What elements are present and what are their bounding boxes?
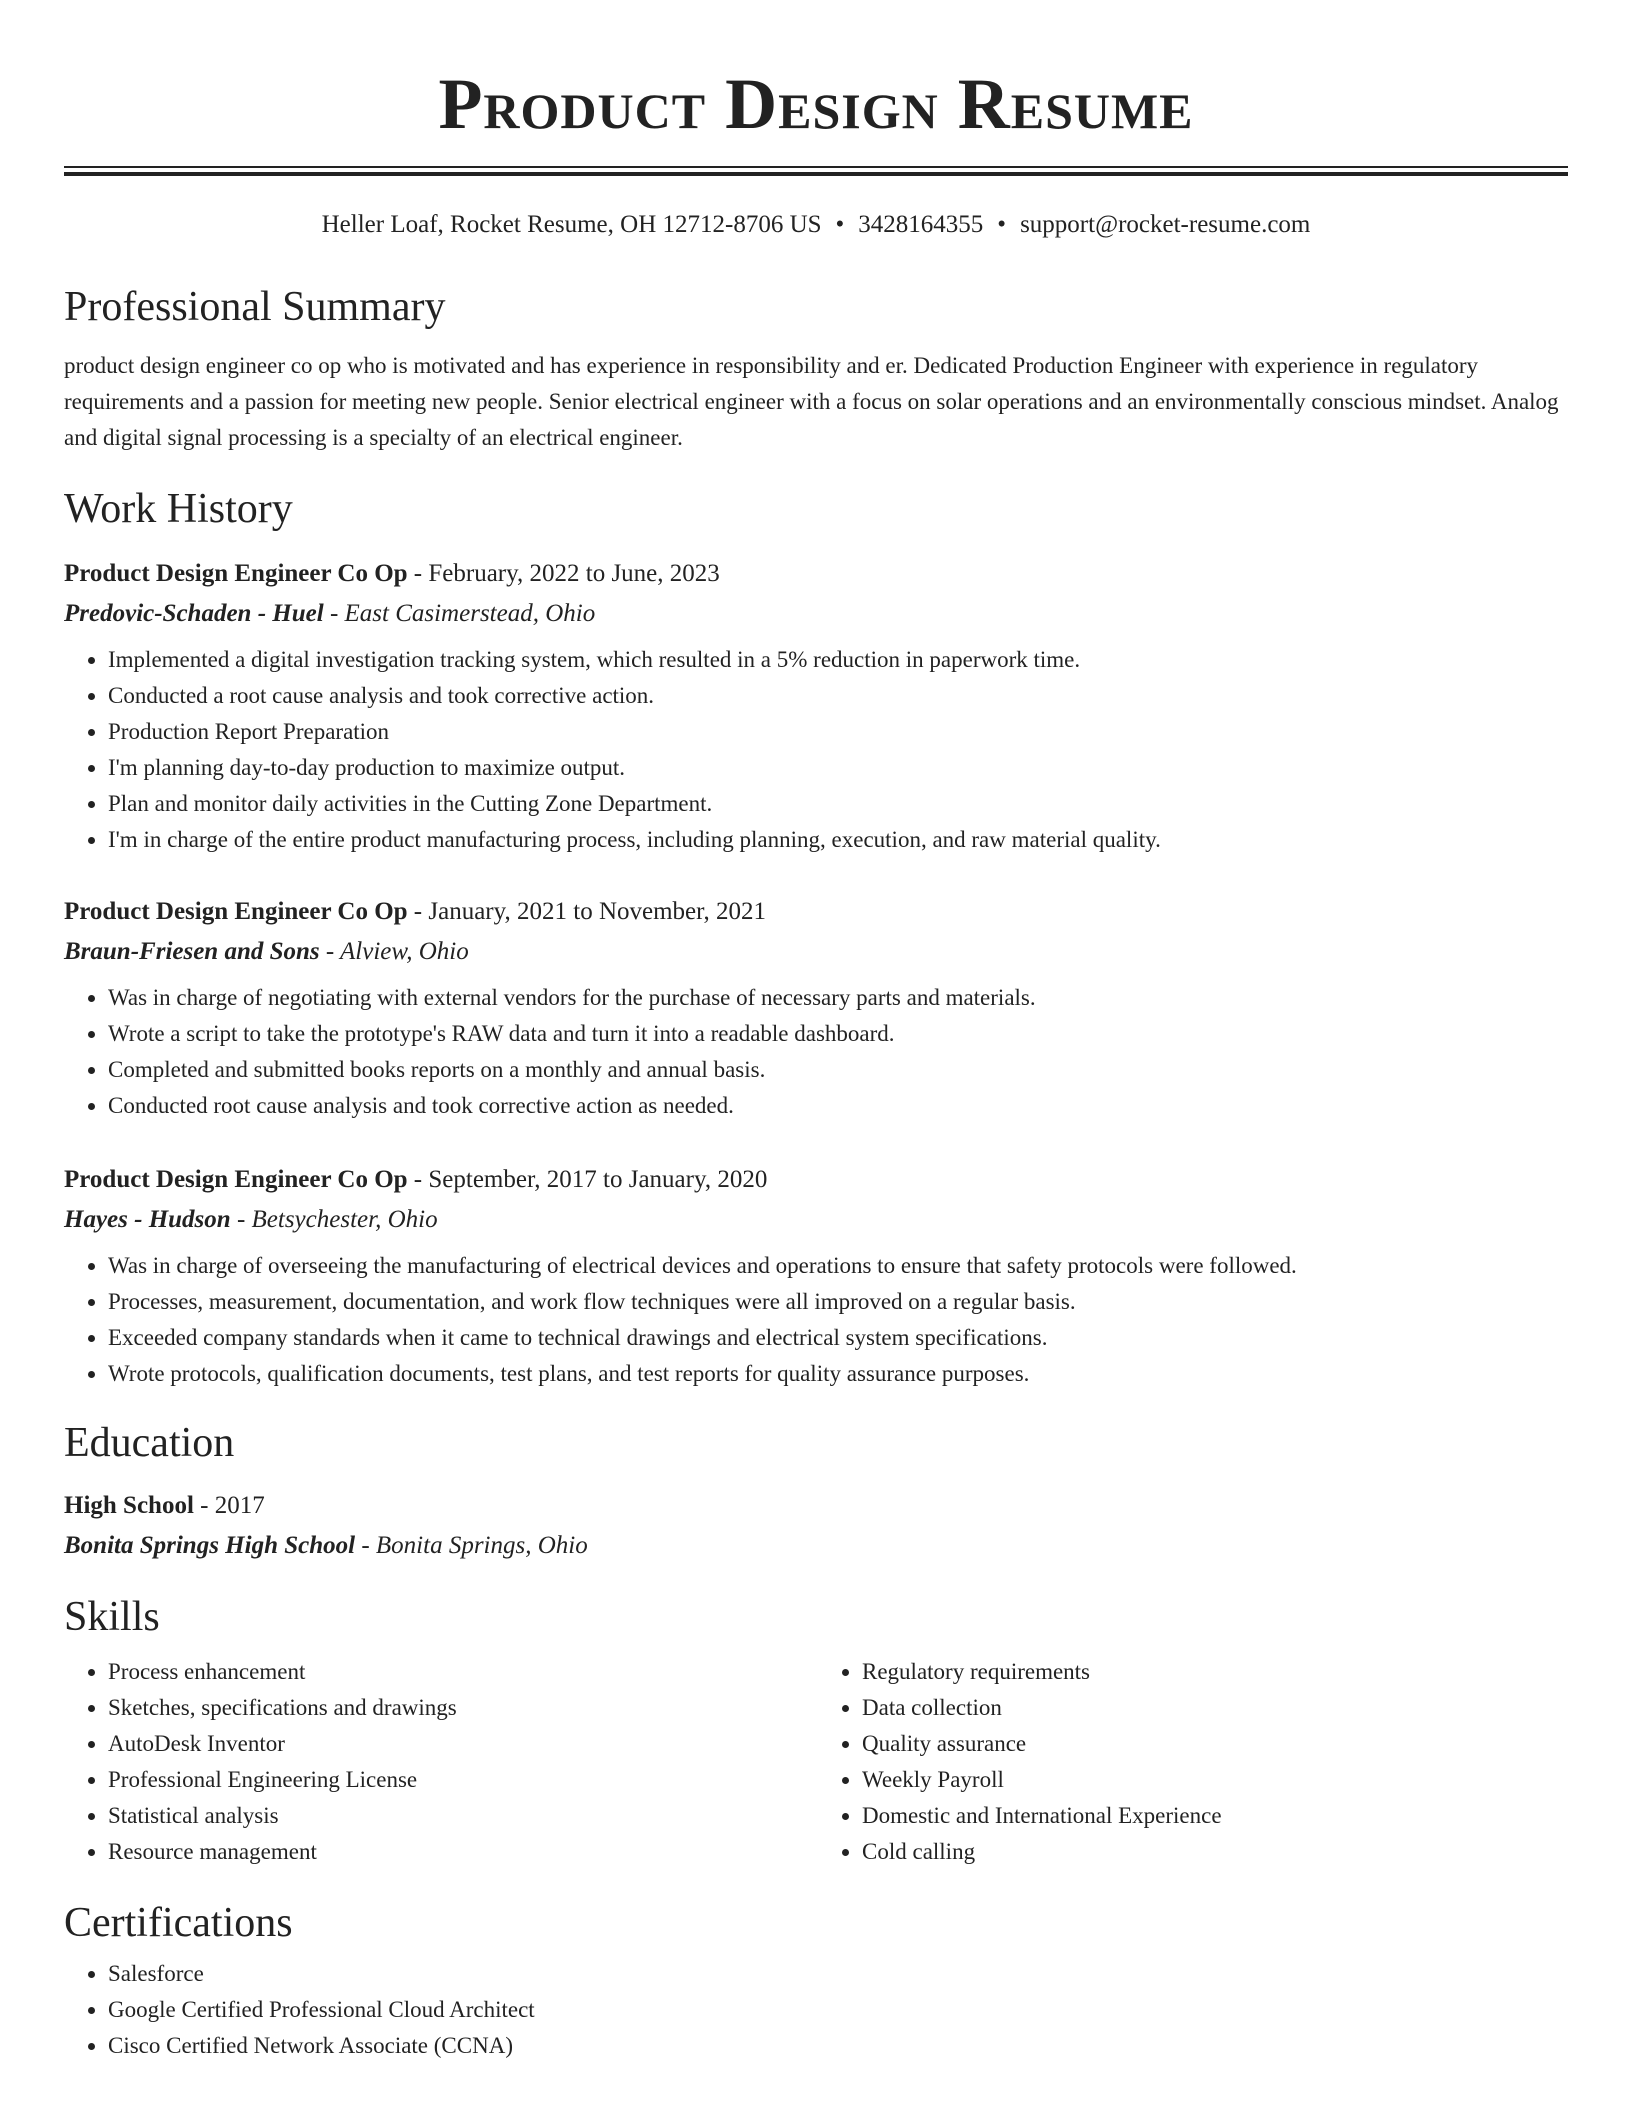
job-location: - East Casimerstead, Ohio	[323, 600, 596, 627]
job-company-line	[64, 1200, 1568, 1240]
contact-separator: •	[997, 211, 1007, 238]
title-divider	[64, 166, 1568, 176]
job-title-line	[64, 1160, 1568, 1200]
job-bullets	[64, 980, 1568, 1124]
job-title: Product Design Engineer Co Op	[64, 560, 408, 587]
list-item: • Process enhancement	[108, 1654, 762, 1690]
job-dates: - September, 2017 to January, 2020	[407, 1166, 768, 1193]
summary-text: product design engineer co op who is motivated and has experience in responsibility and er. Dedicated Production Engineer with experience in regulatory requirements and a passion for meeting new people. Senior electrical engineer with a focus on solar operations and an environmentally conscious mindset. Analog and digital signal processing is a specialty of an electrical engineer.	[64, 353, 1559, 450]
contact-separator: •	[835, 211, 845, 238]
job-entry	[64, 892, 1568, 1124]
education-degree-line	[64, 1486, 1568, 1526]
list-item: • Statistical analysis	[108, 1798, 762, 1834]
job-company: Braun-Friesen and Sons	[64, 938, 320, 965]
job-bullets	[64, 642, 1568, 858]
job-location: - Betsychester, Ohio	[230, 1206, 438, 1233]
list-item: • Cold calling	[862, 1834, 1568, 1870]
list-item: • Conducted a root cause analysis and took corrective action.	[108, 678, 1568, 714]
list-item: • Domestic and International Experience	[862, 1798, 1568, 1834]
list-item: • Resource management	[108, 1834, 762, 1870]
list-item: • Sketches, specifications and drawings	[108, 1690, 762, 1726]
skills-list-left	[64, 1654, 762, 1870]
contact-line	[64, 208, 1568, 242]
certifications-list	[64, 1956, 1568, 2064]
job-location: - Alview, Ohio	[319, 938, 469, 965]
skills-columns	[64, 1654, 1568, 1870]
list-item: • Was in charge of overseeing the manufacturing of electrical devices and operations to ensure that safety protocols were followed.	[108, 1248, 1568, 1284]
job-bullets	[64, 1248, 1568, 1392]
list-item: • I'm in charge of the entire product manufacturing process, including planning, execution, and raw material quality.	[108, 822, 1568, 858]
contact-email: support@rocket-resume.com	[1020, 211, 1311, 238]
list-item: • Salesforce	[108, 1956, 1568, 1992]
education-school-line	[64, 1526, 1568, 1566]
education-school: Bonita Springs High School	[64, 1532, 356, 1559]
section-heading-education: Education	[64, 1420, 235, 1466]
job-dates: - February, 2022 to June, 2023	[407, 560, 720, 587]
job-entry	[64, 1160, 1568, 1392]
job-dates: - January, 2021 to November, 2021	[407, 898, 766, 925]
list-item: • Plan and monitor daily activities in the Cutting Zone Department.	[108, 786, 1568, 822]
job-title: Product Design Engineer Co Op	[64, 898, 408, 925]
resume-page	[64, 0, 1568, 2064]
job-title-line	[64, 892, 1568, 932]
list-item: • Professional Engineering License	[108, 1762, 762, 1798]
job-company-line	[64, 932, 1568, 972]
list-item: • Regulatory requirements	[862, 1654, 1568, 1690]
job-entry	[64, 554, 1568, 858]
list-item: • Processes, measurement, documentation, and work flow techniques were all improved on a regular basis.	[108, 1284, 1568, 1320]
list-item: • Production Report Preparation	[108, 714, 1568, 750]
list-item: • Was in charge of negotiating with external vendors for the purchase of necessary parts and materials.	[108, 980, 1568, 1016]
list-item: • Conducted root cause analysis and took corrective action as needed.	[108, 1088, 1568, 1124]
section-heading-summary: Professional Summary	[64, 284, 446, 330]
education-degree: High School	[64, 1492, 194, 1519]
list-item: • AutoDesk Inventor	[108, 1726, 762, 1762]
job-company: Hayes - Hudson	[64, 1206, 231, 1233]
education-location: - Bonita Springs, Ohio	[355, 1532, 588, 1559]
job-company: Predovic-Schaden - Huel	[64, 600, 324, 627]
section-heading-certifications: Certifications	[64, 1900, 293, 1946]
list-item: • I'm planning day-to-day production to maximize output.	[108, 750, 1568, 786]
section-heading-work-history: Work History	[64, 486, 293, 532]
job-title: Product Design Engineer Co Op	[64, 1166, 408, 1193]
education-year: - 2017	[193, 1492, 265, 1519]
education-entry	[64, 1486, 1568, 1566]
section-heading-skills: Skills	[64, 1594, 160, 1640]
job-company-line	[64, 594, 1568, 634]
page-title: Product Design Resume	[438, 64, 1194, 144]
job-title-line	[64, 554, 1568, 594]
list-item: • Quality assurance	[862, 1726, 1568, 1762]
contact-phone: 3428164355	[858, 211, 984, 238]
skills-list-right	[762, 1654, 1568, 1870]
list-item: • Cisco Certified Network Associate (CCNA)	[108, 2028, 1568, 2064]
list-item: • Exceeded company standards when it came to technical drawings and electrical system specifications.	[108, 1320, 1568, 1356]
list-item: • Data collection	[862, 1690, 1568, 1726]
list-item: • Google Certified Professional Cloud Architect	[108, 1992, 1568, 2028]
list-item: • Completed and submitted books reports on a monthly and annual basis.	[108, 1052, 1568, 1088]
list-item: • Wrote protocols, qualification documents, test plans, and test reports for quality assurance purposes.	[108, 1356, 1568, 1392]
list-item: • Implemented a digital investigation tracking system, which resulted in a 5% reduction in paperwork time.	[108, 642, 1568, 678]
list-item: • Wrote a script to take the prototype's RAW data and turn it into a readable dashboard.	[108, 1016, 1568, 1052]
list-item: • Weekly Payroll	[862, 1762, 1568, 1798]
contact-address: Heller Loaf, Rocket Resume, OH 12712-8706 US	[321, 211, 822, 238]
